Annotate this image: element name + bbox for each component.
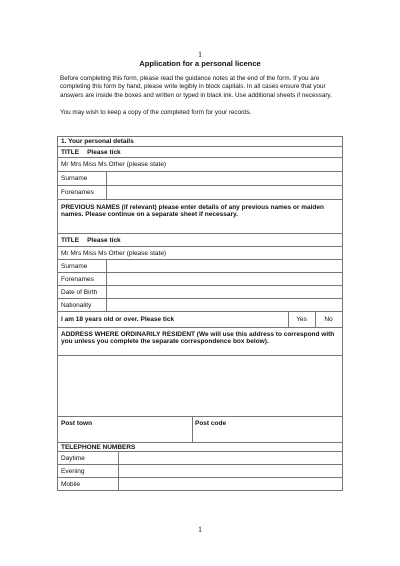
age-row	[58, 311, 342, 327]
previous-surname-field[interactable]	[106, 260, 342, 272]
dob-field[interactable]	[106, 286, 342, 298]
previous-title-label: TITLE	[61, 236, 80, 244]
section-heading: 1. Your personal details	[61, 138, 134, 145]
intro-text	[60, 75, 344, 126]
address-heading: ADDRESS WHERE ORDINARILY RESIDENT (We will use this address to correspond with you unless you complete the separate correspondence box below).	[61, 331, 335, 345]
intro-paragraph-copy: You may wish to keep a copy of the completed form for your records.	[60, 108, 252, 116]
title-row	[58, 146, 342, 157]
post-code-label: Post code	[195, 420, 227, 427]
daytime-field[interactable]	[118, 452, 342, 464]
mobile-row	[58, 477, 342, 490]
address-field[interactable]	[58, 355, 342, 416]
nationality-label: Nationality	[61, 301, 92, 309]
previous-surname-label: Surname	[61, 262, 88, 270]
mobile-label: Mobile	[61, 480, 81, 488]
mobile-field[interactable]	[118, 478, 342, 490]
please-tick-label: Please tick	[87, 148, 121, 156]
page-title: Application for a personal licence	[139, 59, 261, 68]
page-number-bottom: 1	[198, 525, 202, 534]
previous-title-options-row[interactable]	[58, 246, 342, 259]
forenames-label: Forenames	[61, 189, 94, 196]
nationality-row	[58, 298, 342, 311]
page-number-top: 1	[198, 50, 202, 59]
title-label: TITLE	[61, 148, 80, 156]
age-yes-checkbox[interactable]: Yes	[296, 316, 307, 323]
surname-field[interactable]	[106, 172, 342, 185]
dob-row	[58, 285, 342, 298]
previous-title-options[interactable]: Mr Mrs Miss Ms Other (please state)	[61, 249, 167, 257]
previous-forenames-label: Forenames	[61, 275, 94, 283]
post-town-field[interactable]	[58, 417, 192, 442]
post-town-label: Post town	[61, 420, 93, 427]
surname-row	[58, 171, 342, 185]
title-options-row[interactable]	[58, 157, 342, 171]
previous-names-row	[58, 199, 342, 233]
section-heading-row	[58, 137, 342, 146]
post-row	[58, 416, 342, 442]
title-options[interactable]: Mr Mrs Miss Ms Other (please state)	[61, 161, 167, 168]
evening-row	[58, 464, 342, 477]
address-heading-row	[58, 327, 342, 355]
age-no-checkbox[interactable]: No	[324, 316, 333, 323]
dob-label: Date of Birth	[61, 288, 98, 296]
previous-surname-row	[58, 259, 342, 272]
nationality-field[interactable]	[106, 299, 342, 311]
telephone-heading-row	[58, 442, 342, 451]
forenames-row	[58, 185, 342, 199]
previous-forenames-row	[58, 272, 342, 285]
previous-forenames-field[interactable]	[106, 273, 342, 285]
daytime-label: Daytime	[61, 454, 85, 462]
evening-field[interactable]	[118, 465, 342, 477]
evening-label: Evening	[61, 467, 85, 475]
daytime-row	[58, 451, 342, 464]
application-form	[57, 136, 343, 491]
surname-label: Surname	[61, 175, 88, 182]
telephone-heading: TELEPHONE NUMBERS	[61, 443, 136, 451]
age-statement: I am 18 years old or over. Please tick	[61, 316, 175, 323]
previous-please-tick-label: Please tick	[87, 236, 121, 244]
previous-names-heading: PREVIOUS NAMES (if relevant) please enter details of any previous names or maiden names. Please continue on a separate sheet if necessary.	[61, 204, 324, 218]
forenames-field[interactable]	[106, 186, 342, 199]
previous-title-row	[58, 233, 342, 246]
intro-paragraph-guidance: Before completing this form, please read the guidance notes at the end of the form. If you are completing this form by hand, please write legibly in block capitals. In all cases ensure that your answers are inside the boxes and written or typed in black ink. Use additional sheets if necessary.	[60, 75, 332, 99]
post-code-field[interactable]	[192, 417, 342, 442]
